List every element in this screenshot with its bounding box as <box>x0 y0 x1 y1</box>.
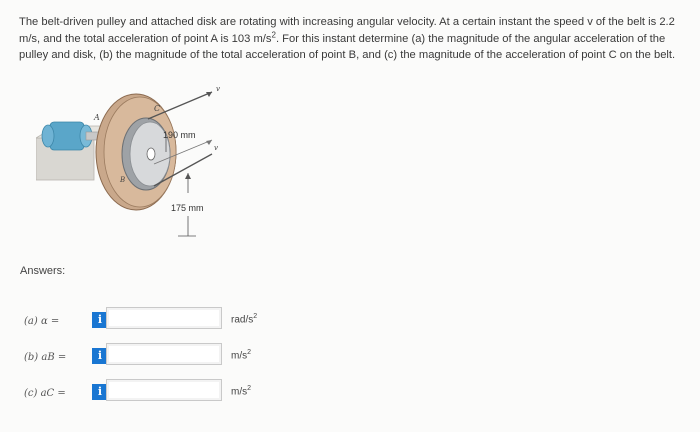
answer-input-a[interactable] <box>106 307 222 329</box>
problem-text-2: . For this instant determine (a) the magnitude of the angular acceleration of the pulley and disk, (b) the magnitude of the total acceleration of point B, and (c) the magnitude of the acceleration of point C on the belt. <box>19 32 676 61</box>
unit-b-text: m/s <box>231 350 248 362</box>
unit-c-text: m/s <box>231 386 248 398</box>
info-icon[interactable]: i <box>92 384 108 400</box>
hub <box>147 148 155 160</box>
dim-175-text: 175 mm <box>171 203 204 213</box>
unit-a-sup: 2 <box>253 313 258 320</box>
answer-row-a <box>24 312 284 338</box>
unit-c <box>231 385 251 397</box>
problem-statement <box>19 14 689 64</box>
problem-text-sup: 2 <box>271 29 276 39</box>
dim-175-arrow <box>185 173 191 179</box>
label-v-mid: v <box>214 144 218 152</box>
answer-input-b[interactable] <box>106 343 222 365</box>
label-v-top: v <box>216 85 220 93</box>
label-C: C <box>154 104 161 113</box>
answers-heading: Answers: <box>20 265 66 277</box>
info-icon[interactable]: i <box>92 312 108 328</box>
bearing-housing <box>50 122 84 150</box>
label-B: B <box>120 176 126 184</box>
unit-b <box>231 349 251 361</box>
answer-input-c[interactable] <box>106 379 222 401</box>
answer-label-b: (b) aB = <box>24 352 67 363</box>
info-icon[interactable]: i <box>92 348 108 364</box>
unit-c-sup: 2 <box>247 385 252 392</box>
bearing-end-left <box>42 125 54 147</box>
label-A: A <box>94 113 100 122</box>
unit-a-text: rad/s <box>231 314 254 326</box>
unit-b-sup: 2 <box>247 349 252 356</box>
answer-row-c <box>24 384 284 410</box>
problem-text-1: The belt-driven pulley and attached disk are rotating with increasing angular velocity. At a certain instant the speed v of the belt is 2.2 m/s, and the total acceleration of point A is 103 m/s <box>19 16 675 45</box>
pulley-disk-figure <box>36 78 246 238</box>
answer-label-a: (a) α = <box>24 316 60 327</box>
dim-190-text: 190 mm <box>163 130 196 140</box>
unit-a <box>231 313 257 325</box>
answer-label-c: (c) aC = <box>24 388 66 399</box>
answer-row-b <box>24 348 284 374</box>
